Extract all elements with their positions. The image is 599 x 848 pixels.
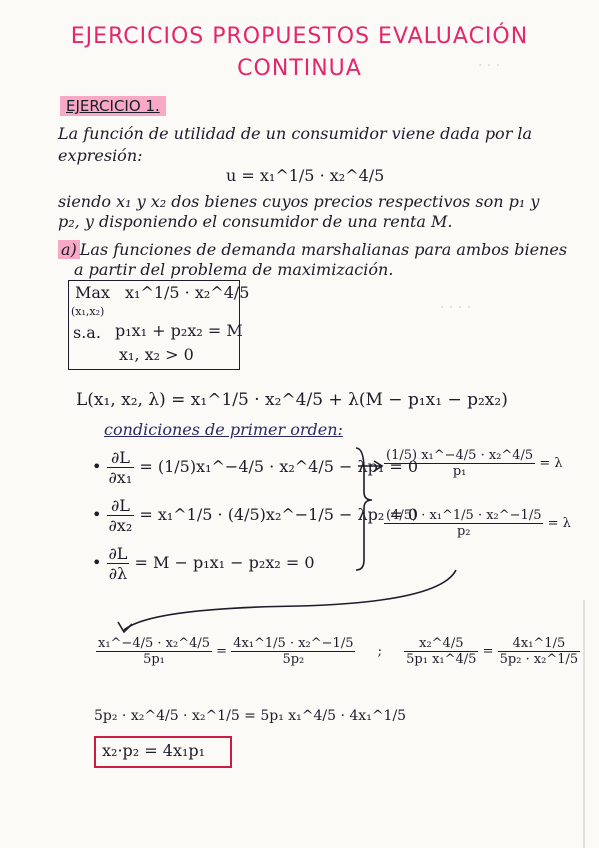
lagrangian: L(x₁, x₂, λ) = x₁^1/5 · x₂^4/5 + λ(M − p₁x₁ − p₂x₂) (76, 390, 508, 410)
partial-derivative-x1: $\frac{\partial L}{\text{∂x₁}}$ (108, 448, 133, 487)
foc-equation-3: • $\frac{\partial L}{\partial\lambda}$ = M − p₁x₁ − p₂x₂ = 0 (92, 544, 315, 583)
bleed-through-text: · · · (478, 58, 501, 74)
partial-derivative-x2: $\frac{\partial L}{\text{∂x₂}}$ (108, 496, 133, 535)
part-a-text-1: Las funciones de demanda marshalianas para ambos bienes (79, 240, 568, 259)
bleed-through-text: · · · · (440, 300, 472, 316)
part-a-line-2: a partir del problema de maximización. (74, 260, 394, 279)
intro-line-4: p₂, y disponiendo el consumidor de una renta M. (58, 212, 453, 231)
arrow-down-icon (118, 622, 132, 632)
intro-line-1: La función de utilidad de un consumidor viene dada por la (58, 124, 533, 143)
exercise-label: EJERCICIO 1. (60, 96, 166, 116)
intro-line-3: siendo x₁ y x₂ dos bienes cuyos precios respectivos son p₁ y (58, 192, 540, 211)
equated-lambda-expressions: $\frac{\text{x₁\textasciicircum{}−4/5 · x₂\textasciicircum{}4/5}}{\text{5p₁}}$ = $\frac{\text{4x₁\textasciicircum{}1/5 · x₂\textasciicircum{}−1/5}}{\text{5p₂}}$ ; $\frac{\text{x₂\textasciicircum{}4/5}}{\text{5p₁ x₁\textasciicircum{}4/5}}$ = $\frac{\text{4x₁\textasciicircum{}1/5}}{\text{5p₂ · x₂\textasciicircum{}1/5}}$ (98, 636, 579, 667)
foc-heading: condiciones de primer orden: (104, 420, 343, 439)
page-title: EJERCICIOS PROPUESTOS EVALUACIÓN (70, 24, 529, 49)
lambda-from-x1: $\frac{\text{(1/5) x₁\textasciicircum{}−4/5 · x₂\textasciicircum{}4/5}}{\text{p₁}}$ = λ (386, 448, 563, 479)
decision-variables: (x₁,x₂) (71, 305, 105, 318)
result-equation: x₂·p₂ = 4x₁p₁ (102, 741, 206, 760)
foc-equation-2: • $\frac{\partial L}{\text{∂x₂}}$ = x₁^1/5 · (4/5)x₂^−1/5 − λp₂ = 0 (92, 496, 419, 535)
foc-equation-3-rhs: = M − p₁x₁ − p₂x₂ = 0 (134, 553, 315, 572)
max-label: Max (75, 283, 110, 302)
foc-equation-1: • $\frac{\partial L}{\text{∂x₁}}$ = (1/5)x₁^−4/5 · x₂^4/5 − λp₁ = 0 (92, 448, 419, 487)
lambda-from-x2: $\frac{\text{(4/5) · x₁\textasciicircum{}1/5 · x₂\textasciicircum{}−1/5}}{\text{p₂}}$ = λ (386, 508, 571, 539)
intro-line-2: expresión: (58, 146, 143, 165)
objective-function: x₁^1/5 · x₂^4/5 (125, 283, 250, 302)
foc-equation-2-rhs: = x₁^1/5 · (4/5)x₂^−1/5 − λp₂ = 0 (139, 505, 419, 524)
subject-to-label: s.a. (73, 323, 101, 342)
partial-derivative-lambda: $\frac{\partial L}{\partial\lambda}$ (108, 544, 128, 583)
budget-constraint: p₁x₁ + p₂x₂ = M (115, 321, 243, 340)
curved-arrow (124, 570, 456, 630)
page-title-continued: CONTINUA (237, 56, 362, 81)
utility-function: u = x₁^1/5 · x₂^4/5 (226, 166, 385, 185)
foc-equation-1-rhs: = (1/5)x₁^−4/5 · x₂^4/5 − λp₁ = 0 (139, 457, 419, 476)
part-a-label: a) (58, 240, 80, 259)
simplification-step: 5p₂ · x₂^4/5 · x₂^1/5 = 5p₁ x₁^4/5 · 4x₁^1/5 (94, 708, 407, 724)
nonnegativity-constraint: x₁, x₂ > 0 (119, 345, 194, 364)
